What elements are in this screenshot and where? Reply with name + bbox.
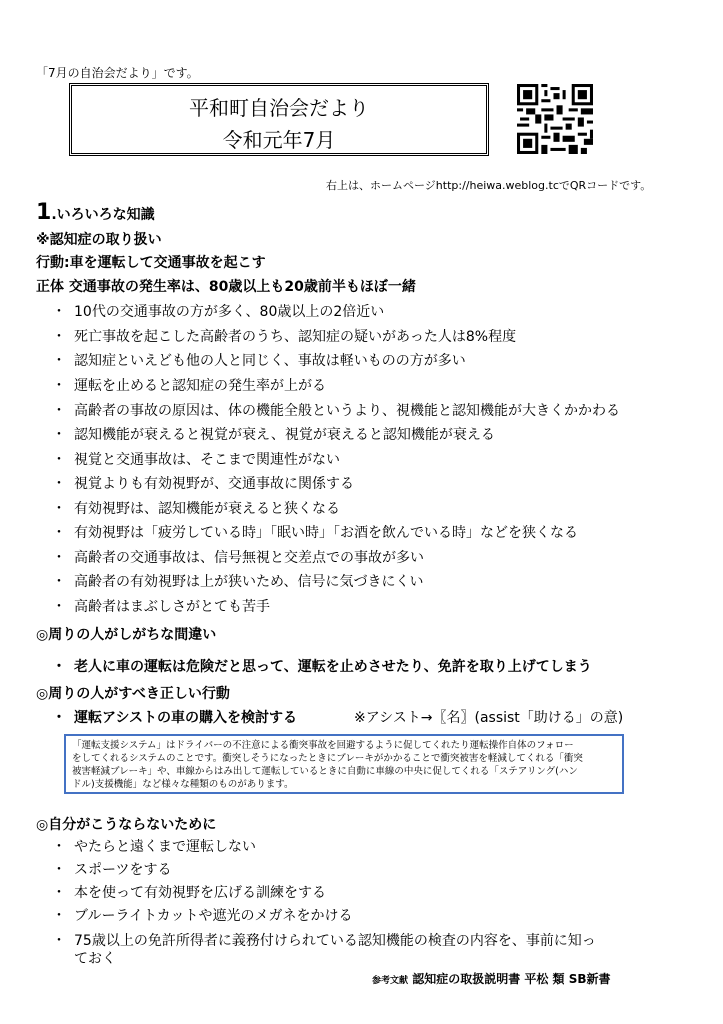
assist-note: ※アシスト→〖名〗(assist「助ける」の意) (354, 710, 624, 726)
assist-box-line: 「運転支援システム」はドライバーの不注意による衝突事故を回避するように促してくれたり運転操作自体のフォロー (72, 740, 574, 751)
mistakes-heading: ◎周りの人がしがちな間違い (36, 627, 217, 643)
correct-item: ・ 運転アシストの車の購入を検討する (52, 707, 297, 727)
fact-item: ・ 認知機能が衰えると視覚が衰え、視覚が衰えると認知機能が衰える (52, 424, 495, 444)
qr-note: 右上は、ホームページhttp://heiwa.weblog.tcでQRコードです。 (326, 179, 652, 192)
prevention-item: ・ ブルーライトカットや遮光のメガネをかける (52, 905, 352, 925)
correct-heading: ◎周りの人がすべき正しい行動 (36, 686, 230, 702)
fact-item: ・ 高齢者はまぶしさがとても苦手 (52, 596, 270, 616)
prevention-item: ・ 本を使って有効視野を広げる訓練をする (52, 882, 326, 902)
reference (372, 970, 611, 987)
prevention-item: ・ 75歳以上の免許所得者に義務付けられている認知機能の検査の内容を、事前に知っ (52, 930, 596, 950)
prevention-heading: ◎自分がこうならないために (36, 817, 217, 833)
title-box (69, 83, 489, 156)
fact-item: ・ 死亡事故を起こした高齢者のうち、認知症の疑いがあった人は8%程度 (52, 326, 516, 346)
assist-box-line: ドル)支援機能」など様々な種類のものがあります。 (72, 779, 294, 790)
prevention-item: ・ やたらと遠くまで運転しない (52, 836, 256, 856)
fact-item: ・ 高齢者の交通事故は、信号無視と交差点での事故が多い (52, 547, 424, 567)
assist-box-line: をしてくれるシステムのことです。衝突しそうになったときにブレーキがかかることで衝突被害を軽減してくれる「衝突 (72, 753, 583, 764)
newsletter-date: 令和元年7月 (222, 128, 336, 152)
topic-heading: ※認知症の取り扱い (36, 232, 162, 248)
section-heading (36, 200, 155, 225)
reference-label: 参考文献 (372, 976, 409, 986)
fact-item: ・ 認知症といえども他の人と同じく、事故は軽いものの方が多い (52, 350, 466, 370)
newsletter-title: 平和町自治会だより (189, 96, 369, 120)
fact-item: ・ 視覚よりも有効視野が、交通事故に関係する (52, 473, 354, 493)
reference-text: 認知症の取扱説明書 平松 類 SB新書 (412, 972, 611, 986)
mistake-item: ・ 老人に車の運転は危険だと思って、運転を止めさせたり、免許を取り上げてしまう (52, 656, 592, 676)
fact-item: ・ 有効視野は「疲労している時」「眠い時」「お酒を飲んでいる時」などを狭くなる (52, 522, 578, 542)
fact-item: ・ 高齢者の事故の原因は、体の機能全般というより、視機能と認知機能が大きくかかわる (52, 400, 620, 420)
action-heading: 行動:車を運転して交通事故を起こす (36, 255, 266, 271)
assist-box-line: 被害軽減ブレーキ」や、車線からはみ出して運転しているときに自動に車線の中央に促してくれる「ステアリング(ハン (72, 766, 578, 777)
fact-item: ・ 視覚と交通事故は、そこまで関連性がない (52, 449, 340, 469)
identity-heading: 正体 交通事故の発生率は、80歳以上も20歳前半もほぼ一緒 (36, 279, 416, 295)
fact-item: ・ 有効視野は、認知機能が衰えると狭くなる (52, 498, 340, 518)
assist-explanation-box (64, 734, 624, 794)
section-title: .いろいろな知識 (51, 207, 155, 223)
section-number: 1 (36, 200, 52, 225)
qr-code-icon (517, 84, 593, 154)
intro-text: 「7月の自治会だより」です。 (36, 66, 199, 80)
prevention-item: ・ スポーツをする (52, 859, 171, 879)
fact-item: ・ 運転を止めると認知症の発生率が上がる (52, 375, 326, 395)
prevention-item-continuation: ておく (74, 951, 116, 967)
fact-item: ・ 高齢者の有効視野は上が狭いため、信号に気づきにくい (52, 571, 423, 591)
fact-item: ・ 10代の交通事故の方が多く、80歳以上の2倍近い (52, 301, 384, 321)
